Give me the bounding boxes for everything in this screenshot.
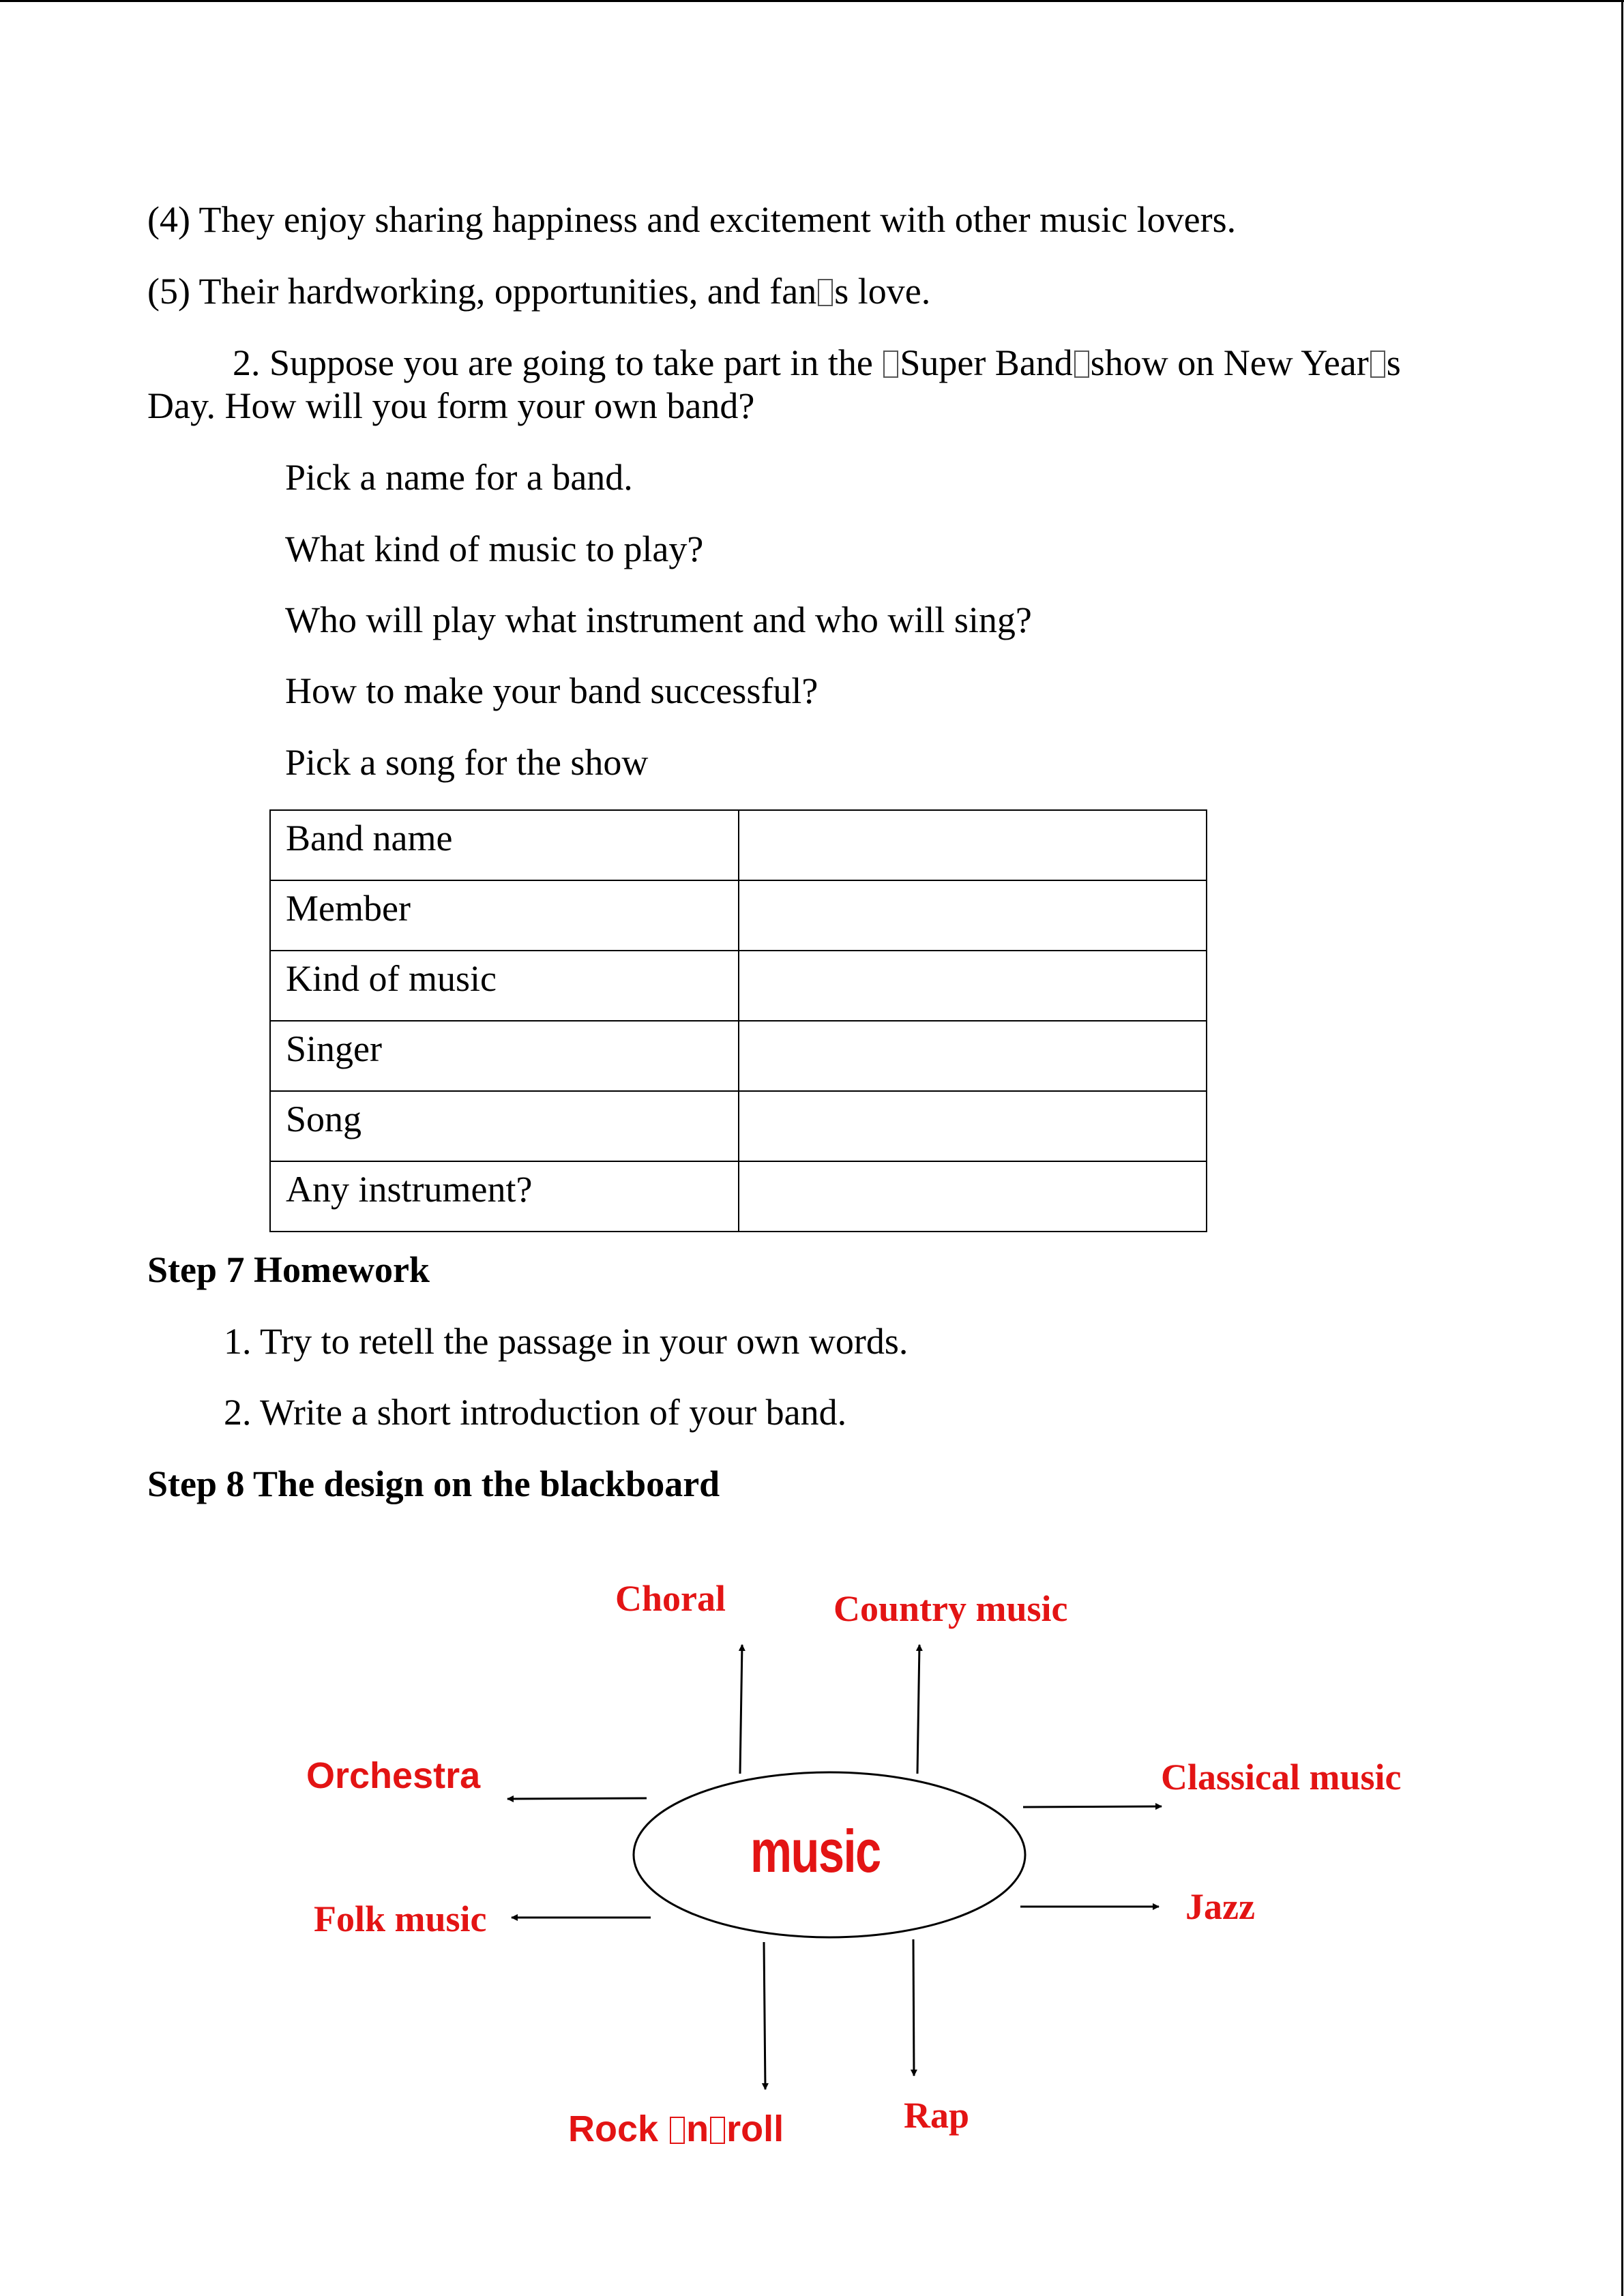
page-border-right <box>1621 0 1623 2296</box>
missing-glyph-icon <box>883 351 898 378</box>
missing-glyph-icon <box>710 2117 725 2144</box>
diagram-label-country: Country music <box>833 1588 1068 1629</box>
band-table <box>269 809 1207 1232</box>
question-2-part-1: 2. Suppose you are going to take part in the <box>233 342 883 383</box>
table-cell-value <box>739 1091 1207 1161</box>
arrow-orchestra <box>507 1798 647 1799</box>
rock-part-2: n <box>686 2108 709 2149</box>
diagram-label-rock-n-roll <box>568 2107 784 2151</box>
homework-item-1: 1. Try to retell the passage in your own words. <box>224 1321 909 1362</box>
rock-part-1: Rock <box>568 2108 669 2149</box>
prompt-successful: How to make your band successful? <box>285 670 818 711</box>
table-cell-value <box>739 810 1207 880</box>
diagram-label-classical: Classical music <box>1161 1757 1402 1798</box>
diagram-label-rap: Rap <box>904 2095 970 2136</box>
table-cell-label: Song <box>270 1091 739 1161</box>
missing-glyph-icon <box>670 2117 685 2144</box>
answer-5 <box>147 269 930 313</box>
question-2-part-4: s <box>1386 342 1401 383</box>
question-2-part-3: show on New Year <box>1090 342 1369 383</box>
table-row <box>270 1161 1207 1232</box>
diagram-label-jazz: Jazz <box>1185 1886 1255 1927</box>
table-row <box>270 880 1207 951</box>
table-cell-value <box>739 1021 1207 1091</box>
missing-glyph-icon <box>1370 351 1385 378</box>
homework-item-2: 2. Write a short introduction of your band. <box>224 1392 847 1433</box>
diagram-label-choral: Choral <box>615 1578 726 1619</box>
arrow-country <box>917 1645 919 1774</box>
diagram-label-folk: Folk music <box>314 1898 487 1939</box>
prompt-instrument: Who will play what instrument and who will sing? <box>285 599 1032 640</box>
table-row <box>270 951 1207 1021</box>
answer-4: (4) They enjoy sharing happiness and excitement with other music lovers. <box>147 199 1237 240</box>
diagram-label-orchestra: Orchestra <box>306 1755 481 1796</box>
answer-5-suffix: s love. <box>834 271 931 312</box>
answer-5-prefix: (5) Their hardworking, opportunities, and fan <box>147 271 817 312</box>
step-7-heading: Step 7 Homework <box>147 1249 430 1290</box>
arrow-rock <box>764 1942 765 2089</box>
prompt-song: Pick a song for the show <box>285 742 649 783</box>
table-row <box>270 1091 1207 1161</box>
page-border-top <box>0 0 1624 2</box>
missing-glyph-icon <box>818 279 833 306</box>
table-cell-value <box>739 880 1207 951</box>
question-2-part-2: Super Band <box>900 342 1073 383</box>
question-2-line-2: Day. How will you form your own band? <box>147 385 755 426</box>
rock-part-3: roll <box>726 2108 784 2149</box>
table-row <box>270 1021 1207 1091</box>
question-2-line-1 <box>233 341 1401 385</box>
arrow-rap <box>913 1939 914 2076</box>
prompt-band-name: Pick a name for a band. <box>285 457 633 498</box>
arrow-choral <box>740 1645 742 1774</box>
diagram-center-label: music <box>750 1817 881 1885</box>
arrow-classical <box>1023 1806 1162 1807</box>
table-cell-label: Member <box>270 880 739 951</box>
prompt-kind-of-music: What kind of music to play? <box>285 528 704 569</box>
table-cell-label: Kind of music <box>270 951 739 1021</box>
table-cell-value <box>739 951 1207 1021</box>
table-row <box>270 810 1207 880</box>
table-cell-label: Band name <box>270 810 739 880</box>
step-8-heading: Step 8 The design on the blackboard <box>147 1463 720 1504</box>
table-cell-label: Any instrument? <box>270 1161 739 1232</box>
missing-glyph-icon <box>1074 351 1089 378</box>
table-cell-value <box>739 1161 1207 1232</box>
table-cell-label: Singer <box>270 1021 739 1091</box>
